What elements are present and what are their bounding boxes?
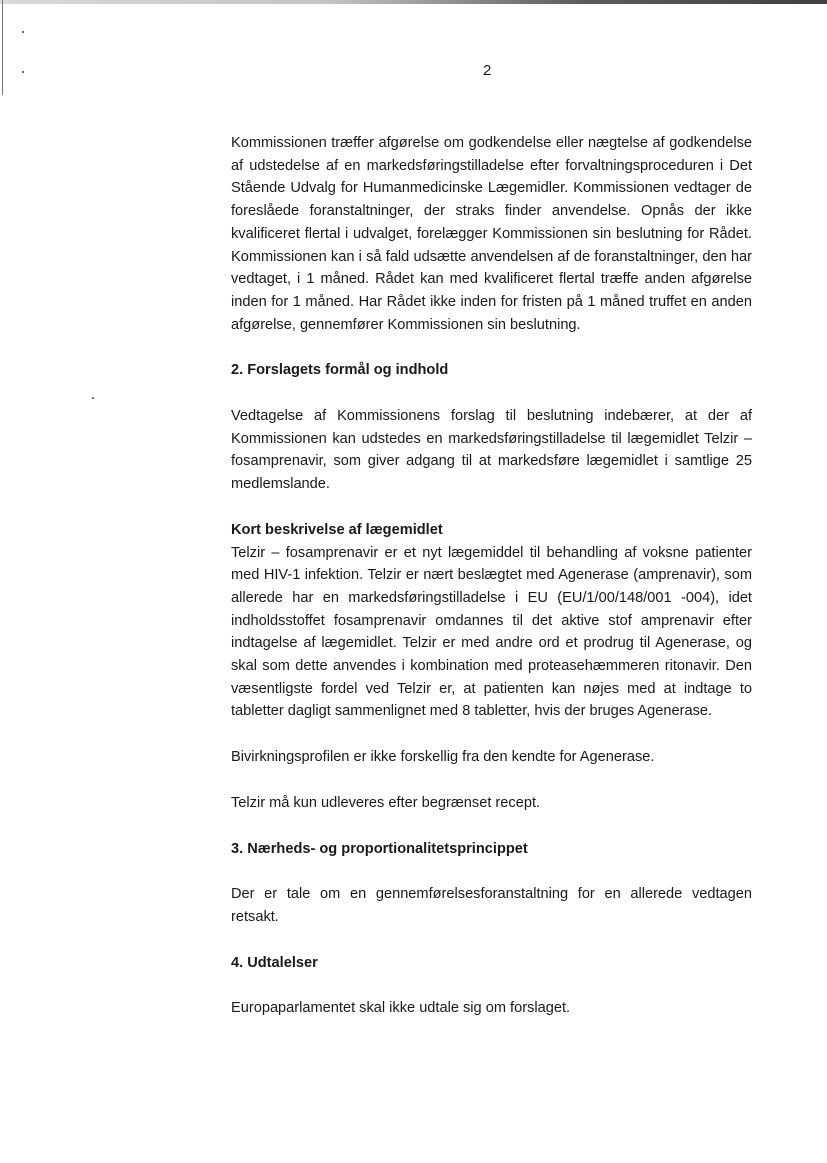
scan-speck — [22, 71, 24, 73]
scan-speck — [92, 397, 94, 399]
section-3-paragraph: Der er tale om en gennemførelsesforanstaltning for en allerede vedtagen retsakt. — [231, 886, 752, 925]
intro-paragraph: Kommissionen træffer afgørelse om godkendelse eller nægtelse af godkendelse af udstedelse af en markedsføringstilladelse efter forvaltningsproceduren i Det Stående Udvalg for Humanmedicinske Lægemidler. Kommissionen vedtager de foreslåede foranstaltninger, der straks finder anvendelse. Opnås der ikke kvalificeret flertal i udvalget, forelægger Kommissionen sin beslutning for Rådet. Kommissionen kan i så fald udsætte anvendelsen af de foranstaltninger, den har vedtaget, i 1 måned. Rådet kan med kvalificeret flertal træffe anden afgørelse inden for 1 måned. Har Rådet ikke inden for fristen på 1 måned truffet en anden afgørelse, gennemfører Kommissionen sin beslutning. — [231, 135, 752, 333]
section-4-paragraph: Europaparlamentet skal ikke udtale sig om forslaget. — [231, 1000, 571, 1017]
scan-speck — [22, 31, 24, 33]
section-3-heading: 3. Nærheds- og proportionalitetsprincippet — [231, 840, 528, 857]
page-number: 2 — [483, 62, 492, 79]
section-2-paragraph: Vedtagelse af Kommissionens forslag til beslutning indebærer, at der af Kommissionen kan udstedes en markedsføringstilladelse til lægemidlet Telzir – fosamprenavir, som giver adgang til at markedsføre lægemidlet i samtlige 25 medlemslande. — [231, 408, 752, 493]
section-2-heading: 2. Forslagets formål og indhold — [231, 362, 449, 379]
section-4-heading: 4. Udtalelser — [231, 954, 318, 971]
scan-edge-left — [2, 0, 3, 95]
scan-edge-top — [0, 0, 827, 4]
side-effects-paragraph: Bivirkningsprofilen er ikke forskellig fra den kendte for Agenerase. — [231, 749, 655, 766]
drug-description-paragraph: Telzir – fosamprenavir er et nyt lægemiddel til behandling af voksne patienter med HIV-1 infektion. Telzir er nært beslægtet med Agenerase (amprenavir), som allerede har en markedsføringstilladelse i EU (EU/1/00/148/001 -004), idet indholdsstoffet fosamprenavir omdannes til det aktive stof amprenavir efter indtagelse af lægemidlet. Telzir er med andre ord et prodrug til Agenerase, og skal som dette anvendes i kombination med proteasehæmmeren ritonavir. Den væsentligste fordel ved Telzir er, at patienten kan nøjes med at indtage to tabletter dagligt sammenlignet med 8 tabletter, hvis der bruges Agenerase. — [231, 544, 752, 720]
prescription-paragraph: Telzir må kun udleveres efter begrænset recept. — [231, 794, 541, 811]
drug-description-heading: Kort beskrivelse af lægemidlet — [231, 521, 443, 538]
document-body — [231, 132, 752, 1020]
